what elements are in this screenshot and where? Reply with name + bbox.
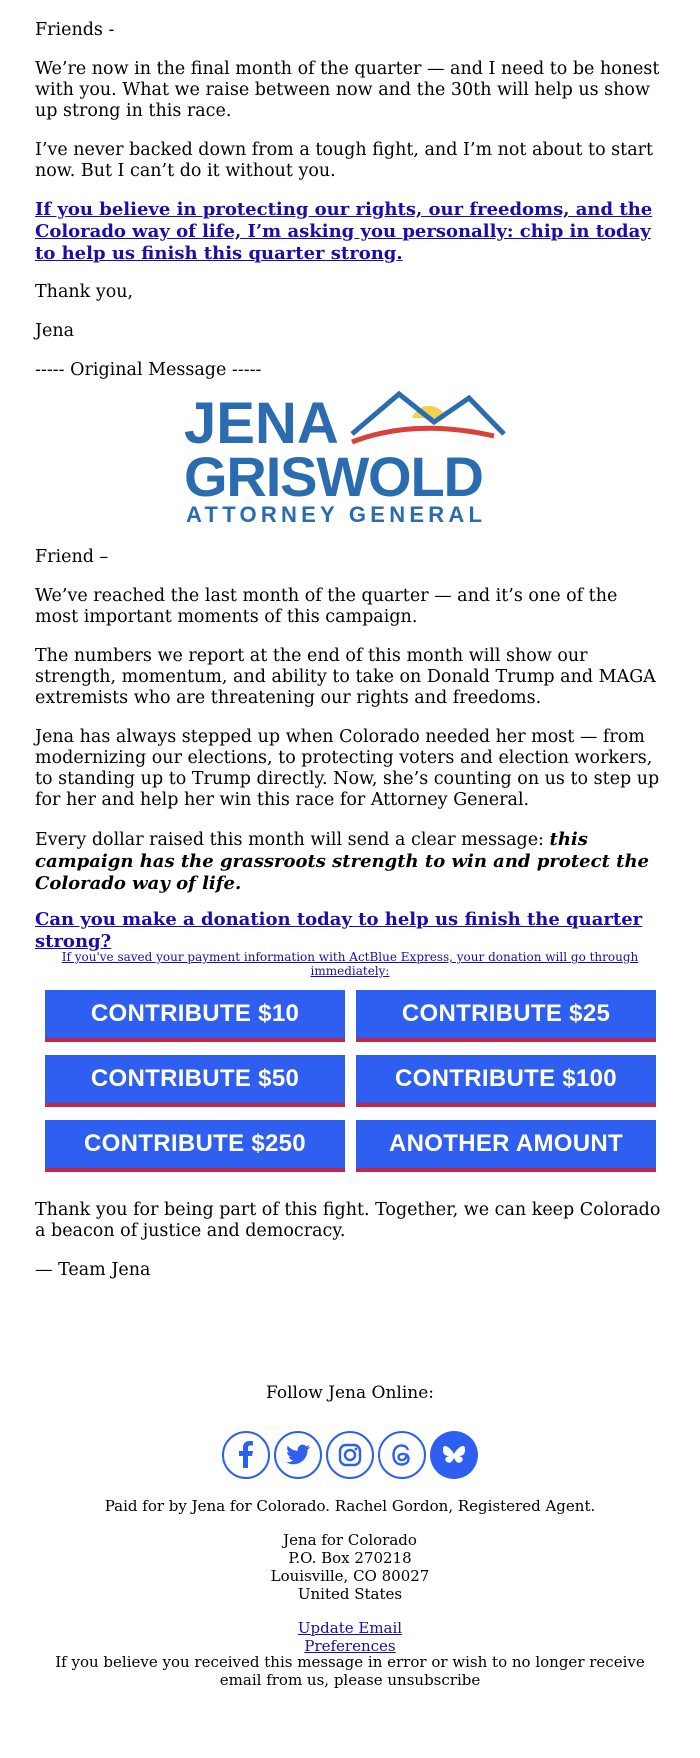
unsubscribe-notice[interactable]: If you believe you received this message in error or wish to no longer receive email from us, please unsubscribe <box>55 1653 645 1689</box>
contribute-100-button[interactable]: CONTRIBUTE $100 <box>356 1055 656 1107</box>
address-line-1: Jena for Colorado <box>283 1531 417 1549</box>
team-signature: — Team Jena <box>35 1260 151 1280</box>
actblue-express-note[interactable]: If you've saved your payment information with ActBlue Express, your donation will go through immediately: <box>61 950 639 978</box>
p4-emphasis: this campaign has the grassroots strength to win and protect the Colorado way of life. <box>35 829 650 894</box>
logo-line-3: ATTORNEY GENERAL <box>186 502 482 527</box>
contribute-25-button[interactable]: CONTRIBUTE $25 <box>356 990 656 1042</box>
chip-in-link[interactable]: If you believe in protecting our rights, our freedoms, and the Colorado way of life, I’m asking you personally: chip in today to help us finish this quarter strong. <box>35 199 653 264</box>
body-greeting: Friend – <box>35 547 109 567</box>
instagram-icon[interactable] <box>325 1430 375 1480</box>
donate-link[interactable]: Can you make a donation today to help us finish the quarter strong? <box>35 909 643 952</box>
greeting: Friends - <box>35 20 115 40</box>
body-paragraph-1: We’ve reached the last month of the quarter — and it’s one of the most important moments of this campaign. <box>35 586 618 627</box>
swoosh-icon <box>352 428 494 442</box>
thank-you: Thank you, <box>35 282 134 302</box>
original-message-divider: ----- Original Message ----- <box>35 360 262 380</box>
closing-paragraph: Thank you for being part of this fight. Together, we can keep Colorado a beacon of justice and democracy. <box>35 1200 661 1241</box>
address-line-3: Louisville, CO 80027 <box>270 1567 430 1585</box>
contribute-10-button[interactable]: CONTRIBUTE $10 <box>45 990 345 1042</box>
p4-lead: Every dollar raised this month will send a clear message: <box>35 830 550 850</box>
body-paragraph-4 <box>35 829 665 895</box>
contribute-250-button[interactable]: CONTRIBUTE $250 <box>45 1120 345 1172</box>
social-links <box>0 1430 700 1480</box>
another-amount-button[interactable]: ANOTHER AMOUNT <box>356 1120 656 1172</box>
intro-paragraph-2: I’ve never backed down from a tough fight, and I’m not about to start now. But I can’t do it without you. <box>35 140 654 181</box>
logo-line-2: GRISWOLD <box>184 445 484 508</box>
intro-paragraph-1: We’re now in the final month of the quarter — and I need to be honest with you. What we raise between now and the 30th will help us show up strong in this race. <box>35 59 660 121</box>
twitter-icon[interactable] <box>273 1430 323 1480</box>
address-line-4: United States <box>297 1585 403 1603</box>
follow-label: Follow Jena Online: <box>265 1383 435 1403</box>
threads-icon[interactable] <box>377 1430 427 1480</box>
body-paragraph-3: Jena has always stepped up when Colorado needed her most — from modernizing our elections, to protecting voters and election workers, to standing up to Trump directly. Now, she’s counting on us to step up for her and help her win this race for Attorney General. <box>35 727 660 810</box>
facebook-icon[interactable] <box>221 1430 271 1480</box>
contribute-50-button[interactable]: CONTRIBUTE $50 <box>45 1055 345 1107</box>
signoff: Jena <box>35 321 75 341</box>
jena-griswold-logo <box>184 388 524 528</box>
update-email-preferences-link[interactable]: Update Email Preferences <box>297 1619 403 1655</box>
body-paragraph-2: The numbers we report at the end of this month will show our strength, momentum, and ability to take on Donald Trump and MAGA extremists who are threatening our rights and freedoms. <box>35 646 656 708</box>
logo-line-1: JENA <box>184 391 339 456</box>
bluesky-icon[interactable] <box>429 1430 479 1480</box>
address-line-2: P.O. Box 270218 <box>288 1549 412 1567</box>
paid-for-disclaimer: Paid for by Jena for Colorado. Rachel Gordon, Registered Agent. <box>104 1497 596 1515</box>
